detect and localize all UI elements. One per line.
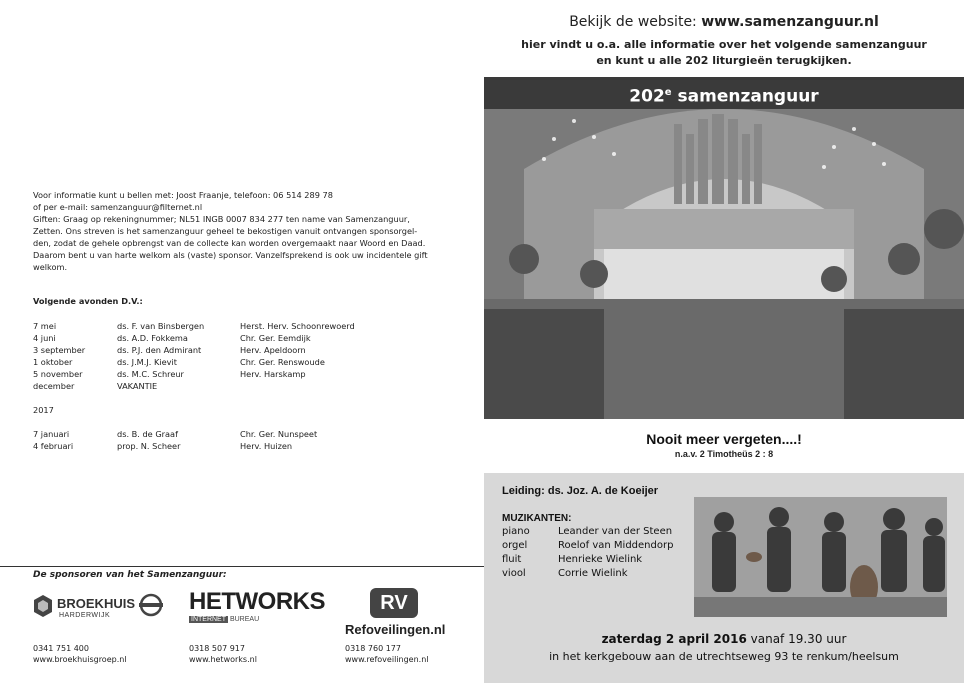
hetworks-phone: 0318 507 917 xyxy=(189,644,245,653)
hetworks-tagline xyxy=(189,616,259,623)
hetworks-url[interactable]: www.hetworks.nl xyxy=(189,655,257,664)
musician-name: Henrieke Wielink xyxy=(558,554,643,565)
schedule-church: Chr. Ger. Eemdijk xyxy=(240,333,311,343)
sponsor-title: De sponsoren van het Samenzanguur: xyxy=(33,570,227,580)
contact-line: of per e-mail: samenzanguur@filternet.nl xyxy=(33,202,203,212)
broekhuis-logo xyxy=(33,592,168,626)
schedule-year: 2017 xyxy=(33,405,54,415)
broekhuis-contact xyxy=(33,643,127,665)
schedule-date: 7 januari xyxy=(33,429,70,439)
leiding-label: Leiding: xyxy=(502,485,545,497)
website-heading xyxy=(484,14,964,30)
schedule-date: 5 november xyxy=(33,369,83,379)
theme-sub: n.a.v. 2 Timotheüs 2 : 8 xyxy=(674,449,774,459)
musician-name: Roelof van Middendorp xyxy=(558,540,674,551)
website-line: en kunt u alle 202 liturgieën terugkijken. xyxy=(596,54,852,67)
leiding xyxy=(502,485,658,497)
edition-number: 202 xyxy=(629,86,665,107)
broekhuis-phone: 0341 751 400 xyxy=(33,644,89,653)
schedule-church: Herv. Apeldoorn xyxy=(240,345,306,355)
event-time: vanaf 19.30 uur xyxy=(746,632,847,646)
hetworks-sub1: INTERNET xyxy=(191,616,226,623)
schedule-speaker: ds. P.J. den Admirant xyxy=(117,345,202,355)
event-datetime xyxy=(484,632,964,646)
schedule-heading: Volgende avonden D.V.: xyxy=(33,296,143,306)
musician-instrument: viool xyxy=(502,568,526,579)
refo-phone: 0318 760 177 xyxy=(345,644,401,653)
hetworks-contact xyxy=(189,643,257,665)
broekhuis-name: BROEKHUIS xyxy=(57,596,136,611)
schedule-church: Chr. Ger. Nunspeet xyxy=(240,429,318,439)
musicians-photo xyxy=(694,497,947,617)
schedule-church: Herst. Herv. Schoonrewoerd xyxy=(240,321,355,331)
church-photo xyxy=(484,109,964,419)
schedule-church: Herv. Harskamp xyxy=(240,369,306,379)
refo-contact xyxy=(345,643,428,665)
contact-line: den, zodat de gehele opbrengst van de collecte kan worden overgemaakt naar Woord en Daad. xyxy=(33,238,426,248)
musician-instrument: fluit xyxy=(502,554,522,565)
leiding-name: ds. Joz. A. de Koeijer xyxy=(547,485,659,497)
event-location: in het kerkgebouw aan de utrechtseweg 93 te renkum/heelsum xyxy=(549,650,899,663)
schedule-date: december xyxy=(33,381,75,391)
event-date: zaterdag 2 april 2016 xyxy=(601,632,747,646)
schedule-speaker: ds. A.D. Fokkema xyxy=(117,333,188,343)
schedule-date: 7 mei xyxy=(33,321,57,331)
musician-instrument: piano xyxy=(502,526,530,537)
schedule-speaker: VAKANTIE xyxy=(117,381,158,391)
schedule-speaker: prop. N. Scheer xyxy=(117,441,181,451)
contact-line: Giften: Graag op rekeningnummer; NL51 INGB 0007 834 277 ten name van Samenzanguur, xyxy=(33,214,410,224)
church-interior-image xyxy=(484,109,964,419)
website-line: hier vindt u o.a. alle informatie over het volgende samenzanguur xyxy=(521,38,927,51)
website-url[interactable]: www.samenzanguur.nl xyxy=(701,14,879,30)
broekhuis-url[interactable]: www.broekhuisgroep.nl xyxy=(33,655,127,664)
schedule-date: 4 juni xyxy=(33,333,56,343)
refo-url[interactable]: www.refoveilingen.nl xyxy=(345,655,429,664)
schedule-speaker: ds. F. van Binsbergen xyxy=(117,321,205,331)
refo-badge: RV xyxy=(370,588,418,618)
musicians-image xyxy=(694,497,947,617)
schedule-speaker: ds. M.C. Schreur xyxy=(117,369,184,379)
hetworks-sub2: BUREAU xyxy=(229,616,260,623)
hetworks-logo xyxy=(189,588,324,630)
hetworks-name: HETWORKS xyxy=(189,588,325,615)
theme-title: Nooit meer vergeten....! xyxy=(646,431,802,447)
schedule-date: 1 oktober xyxy=(33,357,73,367)
musician-instrument: orgel xyxy=(502,540,528,551)
broekhuis-sub: HARDERWIJK xyxy=(59,612,111,619)
musician-name: Leander van der Steen xyxy=(558,526,673,537)
schedule-date: 3 september xyxy=(33,345,86,355)
contact-line: Daarom bent u van harte welkom als (vaste) sponsor. Vanzelfsprekend is ook uw incidentele gift xyxy=(33,250,428,260)
sponsor-divider xyxy=(0,566,484,567)
musicians-heading: MUZIKANTEN: xyxy=(502,513,572,524)
edition-sup: e xyxy=(664,87,672,98)
edition-label: samenzanguur xyxy=(671,86,819,107)
schedule-church: Herv. Huizen xyxy=(240,441,293,451)
edition-title xyxy=(484,77,964,109)
schedule-speaker: ds. B. de Graaf xyxy=(117,429,178,439)
contact-line: welkom. xyxy=(33,262,68,272)
contact-line: Voor informatie kunt u bellen met: Joost Fraanje, telefoon: 06 514 289 78 xyxy=(33,190,333,200)
contact-info xyxy=(33,189,473,273)
contact-line: Zetten. Ons streven is het samenzanguur geheel te bekostigen vanuit ontvangen sponsorgel- xyxy=(33,226,418,236)
musician-name: Corrie Wielink xyxy=(558,568,628,579)
schedule-church: Chr. Ger. Renswoude xyxy=(240,357,325,367)
refo-name: Refoveilingen.nl xyxy=(345,622,446,637)
website-prefix: Bekijk de website: xyxy=(569,14,702,30)
schedule-date: 4 februari xyxy=(33,441,74,451)
schedule-speaker: ds. J.M.J. Kievit xyxy=(117,357,177,367)
